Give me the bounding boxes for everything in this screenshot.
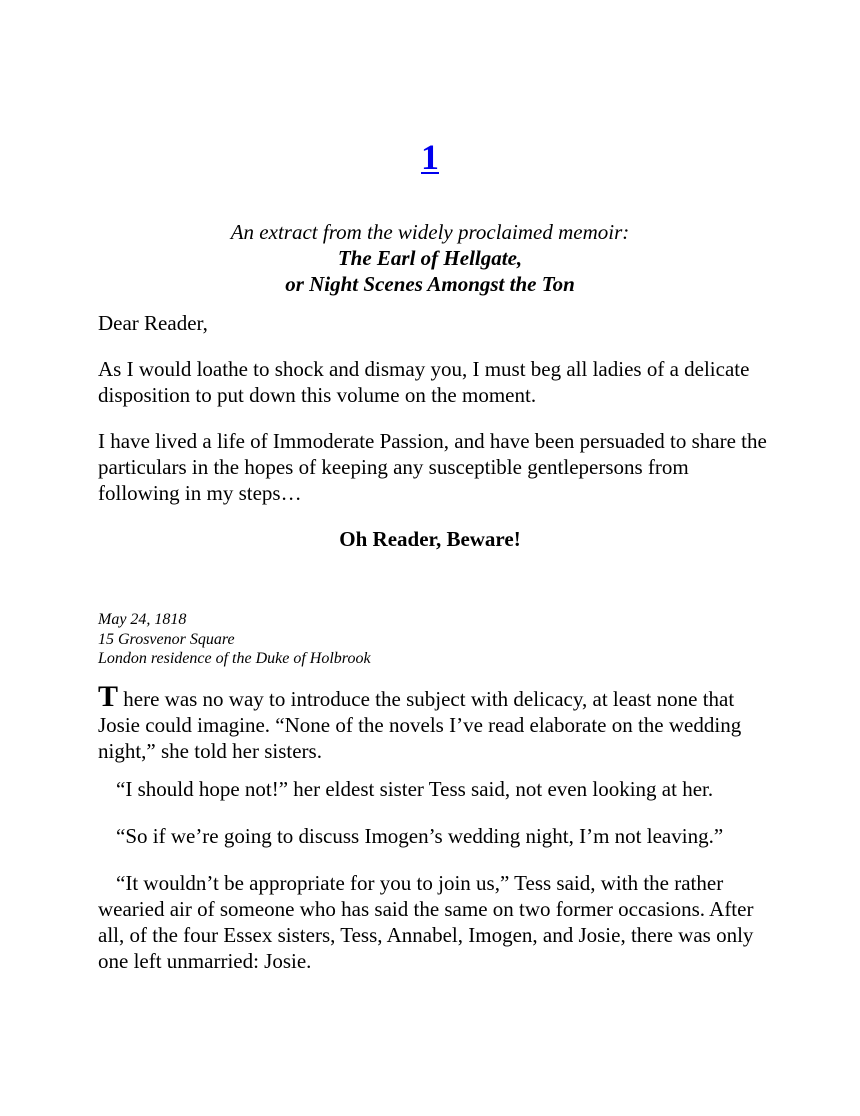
story-paragraph [98, 680, 768, 764]
memoir-title-line1: The Earl of Hellgate, [337, 246, 523, 270]
dateline-date: May 24, 1818 [98, 611, 187, 628]
memoir-intro: An extract from the widely proclaimed memoir: [230, 220, 630, 244]
dateline [98, 610, 371, 669]
story-paragraph-rest: here was no way to introduce the subject with delicacy, at least none that Josie could imagine. “None of the novels I’ve read elaborate on the wedding night,” she told her sisters. [98, 687, 742, 763]
chapter-heading [98, 136, 762, 178]
drop-cap: T [98, 680, 119, 713]
letter-paragraph: I have lived a life of Immoderate Passion, and have been persuaded to share the particulars in the hopes of keeping any susceptible gentlepersons from following in my steps… [98, 429, 767, 505]
letter-to-reader [98, 310, 768, 572]
story-paragraph: “So if we’re going to discuss Imogen’s wedding night, I’m not leaving.” [116, 824, 724, 848]
story-paragraph: “It wouldn’t be appropriate for you to join us,” Tess said, with the rather wearied air of someone who has said the same on two former occasions. After all, of the four Essex sisters, Tess, Annabel, Imogen, and Josie, there was only one left unmarried: Josie. [98, 871, 754, 973]
memoir-title-line2: or Night Scenes Amongst the Ton [285, 272, 575, 296]
memoir-epigraph [98, 219, 762, 297]
letter-paragraph: As I would loathe to shock and dismay you, I must beg all ladies of a delicate disposition to put down this volume on the moment. [98, 357, 750, 407]
letter-salutation: Dear Reader, [98, 311, 208, 335]
letter-closing: Oh Reader, Beware! [339, 527, 521, 551]
dateline-place: London residence of the Duke of Holbrook [98, 650, 371, 667]
story-text [98, 680, 768, 995]
chapter-number-link[interactable]: 1 [421, 137, 439, 177]
dateline-address: 15 Grosvenor Square [98, 630, 235, 648]
story-paragraph: “I should hope not!” her eldest sister Tess said, not even looking at her. [116, 777, 714, 801]
